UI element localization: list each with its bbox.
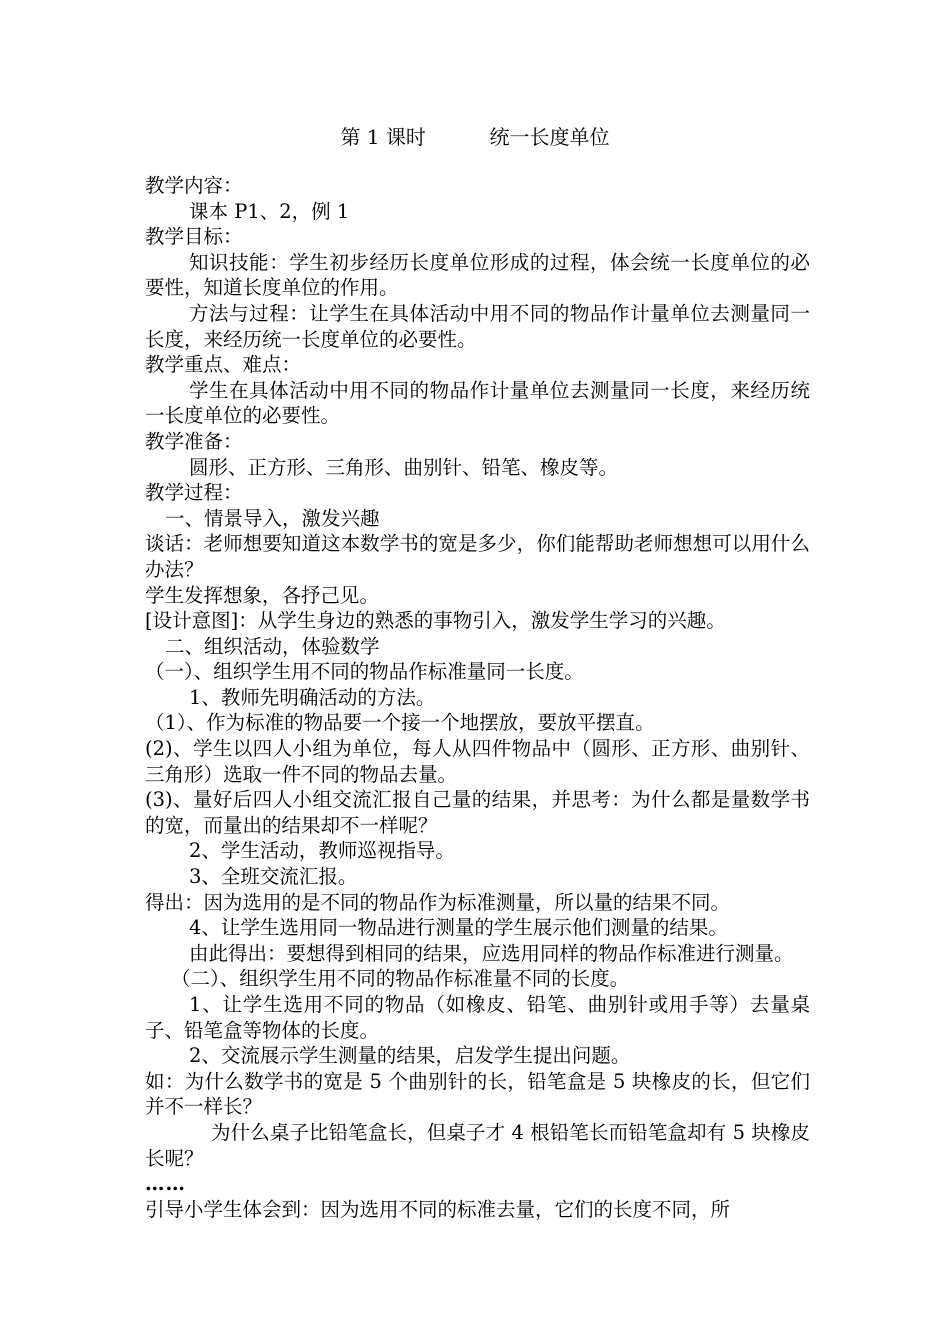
step-two-heading: 二、组织活动，体验数学	[165, 634, 380, 658]
conclusion-text-1: 得出：因为选用的是不同的物品作为标准测量，所以量的结果不同。	[145, 890, 731, 914]
dialogue-text: 谈话：老师想要知道这本数学书的宽是多少，你们能帮助老师想想可以用什么办法？	[145, 532, 810, 581]
objective-knowledge: 知识技能：学生初步经历长度单位形成的过程，体会统一长度单位的必要性，知道长度单位的作用。	[145, 250, 810, 300]
activity-one-sub-3: (3)、量好后四人小组交流汇报自己量的结果，并思考：为什么都是量数学书的宽，而量出的结果却不一样呢？	[145, 788, 810, 837]
textbook-reference: 课本 P1、2，例 1	[189, 199, 350, 223]
activity-two-item-1: 1、让学生选用不同的物品（如橡皮、铅笔、曲别针或用手等）去量桌子、铅笔盒等物体的长度。	[145, 993, 810, 1042]
section-heading-content: 教学内容：	[145, 174, 243, 197]
students-imagine-text: 学生发挥想象，各抒己见。	[145, 583, 380, 607]
conclusion-text-2: 由此得出：要想得到相同的结果，应选用同样的物品作标准进行测量。	[189, 941, 794, 965]
activity-one-sub-2: (2)、学生以四人小组为单位，每人从四件物品中（圆形、正方形、曲别针、三角形）选取一件不同的物品去量。	[145, 737, 810, 786]
activity-one-heading: （一）、组织学生用不同的物品作标准量同一长度。	[145, 660, 584, 684]
objective-method: 方法与过程：让学生在具体活动中用不同的物品作计量单位去测量同一长度，来经历统一长度单位的必要性。	[145, 301, 810, 351]
activity-two-item-2: 2、交流展示学生测量的结果，启发学生提出问题。	[189, 1044, 631, 1068]
step-one-heading: 一、情景导入，激发兴趣	[165, 506, 380, 530]
activity-one-item-2: 2、学生活动，教师巡视指导。	[189, 839, 455, 863]
activity-one-item-1: 1、教师先明确活动的方法。	[189, 685, 436, 709]
section-heading-preparation: 教学准备：	[145, 429, 243, 453]
section-heading-key-points: 教学重点、难点：	[145, 353, 302, 377]
activity-one-item-3: 3、全班交流汇报。	[189, 865, 358, 889]
ellipsis-text: ……	[145, 1172, 186, 1196]
activity-one-sub-1: （1）、作为标准的物品要一个接一个地摆放，要放平摆直。	[145, 711, 655, 735]
design-intent-text: [设计意图]：从学生身边的熟悉的事物引入，激发学生学习的兴趣。	[145, 609, 726, 633]
section-heading-process: 教学过程：	[145, 481, 243, 505]
lesson-title: 第 1 课时 统一长度单位	[340, 125, 610, 149]
activity-one-item-4: 4、让学生选用同一物品进行测量的学生展示他们测量的结果。	[189, 916, 728, 940]
key-points-text: 学生在具体活动中用不同的物品作计量单位去测量同一长度，来经历统一长度单位的必要性。	[145, 378, 810, 428]
activity-two-heading: （二）、组织学生用不同的物品作标准量不同的长度。	[171, 967, 630, 991]
example-question-1: 如：为什么数学书的宽是 5 个曲别针的长，铅笔盒是 5 块橡皮的长，但它们并不一样长？	[145, 1069, 810, 1119]
lesson-content	[145, 173, 810, 1222]
preparation-text: 圆形、正方形、三角形、曲别针、铅笔、橡皮等。	[189, 455, 619, 479]
example-question-2: 为什么桌子比铅笔盒长，但桌子才 4 根铅笔长而铅笔盒却有 5 块橡皮长呢？	[145, 1120, 810, 1170]
section-heading-objectives: 教学目标：	[145, 225, 243, 249]
guidance-text: 引导小学生体会到：因为选用不同的标准去量，它们的长度不同，所	[145, 1197, 731, 1221]
